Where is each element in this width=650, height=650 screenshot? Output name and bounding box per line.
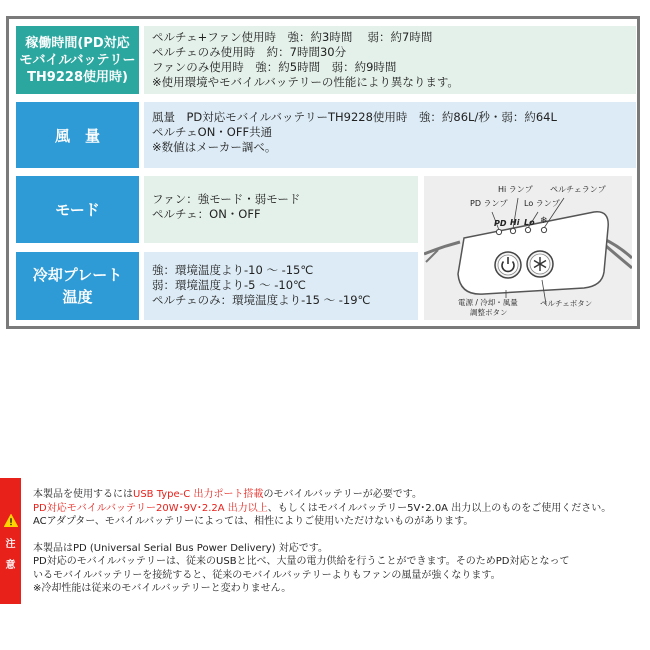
controller-diagram (424, 176, 632, 320)
indicator-hi: Hi (510, 218, 520, 227)
warning-label-char: 意 (5, 560, 16, 571)
warning-line: ACアダプター、モバイルバッテリーによっては、相性によりご使用いただけないものがあります。 (33, 516, 474, 527)
warning-line: 本製品を使用するにはUSB Type-C 出力ポート搭載のモバイルバッテリーが必要です。 (33, 489, 422, 500)
lo-lamp-label: Lo ランプ (524, 199, 560, 208)
spec-line: ペルチェのみ：環境温度より-15 ～ -19℃ (152, 293, 371, 307)
warning-line: PD対応のモバイルバッテリーは、従来のUSBと比べ、大量の電力供給を行うことができます。そのためPD対応となって (33, 556, 570, 567)
warning-label-char: 注 (5, 539, 16, 550)
mode-label (16, 176, 139, 243)
cooling-plate-label (16, 252, 139, 320)
operating-time-content (144, 26, 636, 94)
spec-line: ファン：強モード・弱モード (152, 192, 301, 206)
spec-line: ファンのみ使用時 強：約5時間 弱：約9時間 (152, 60, 397, 74)
spec-line: 弱：環境温度より-5 ～ -10℃ (152, 278, 306, 292)
spec-line: 風量 PD対応モバイルバッテリーTH9228使用時 強：約86L/秒・弱：約64L (152, 110, 557, 124)
indicator-snow: ❄ (540, 216, 548, 226)
warning-line: PD対応モバイルバッテリー20W･9V･2.2A 出力以上、もしくはモバイルバッテリー5V･2.0A 出力以上のものをご使用ください。 (33, 502, 612, 514)
warning-triangle-icon (4, 514, 18, 527)
spec-line: ※使用環境やモバイルバッテリーの性能により異なります。 (152, 75, 459, 89)
indicator-pd: PD (494, 219, 507, 228)
warning-line: いるモバイルバッテリーを接続すると、従来のモバイルバッテリーよりもファンの風量が強くなります。 (33, 569, 501, 581)
warning-section (0, 478, 650, 604)
mode-label-text: モード (55, 201, 100, 219)
hi-lamp (510, 228, 515, 233)
cooling-plate-label-line: 冷却プレート (32, 266, 123, 284)
indicator-lo: Lo (524, 218, 535, 227)
peltier-lamp-label: ペルチェランプ (550, 185, 606, 194)
peltier-button-label: ペルチェボタン (540, 299, 593, 308)
operating-time-label (16, 26, 139, 94)
warning-line: ※冷却性能は従来のモバイルバッテリーと変わりません。 (33, 583, 292, 594)
spec-line: ペルチェ：ON・OFF (152, 207, 261, 221)
spec-line: ※数値はメーカー調べ。 (152, 140, 277, 154)
spec-line: ペルチェのみ使用時 約：7時間30分 (152, 45, 347, 59)
cooling-plate-content (144, 252, 418, 320)
cable-left (424, 242, 460, 254)
mode-content (144, 176, 418, 243)
warning-text (33, 488, 645, 596)
warning-line: 本製品はPD (Universal Serial Bus Power Delivery) 対応です。 (33, 542, 328, 554)
warning-highlight: USB Type-C 出力ポート搭載 (133, 489, 264, 500)
peltier-lamp (541, 227, 546, 232)
airflow-label-text: 風 量 (54, 126, 100, 145)
cooling-plate-label-line: 温度 (62, 288, 93, 306)
airflow-label (16, 102, 139, 168)
operating-time-label-line: TH9228使用時) (27, 69, 128, 85)
pd-lamp (496, 229, 501, 234)
operating-time-label-line: 稼働時間(PD対応 (25, 35, 130, 51)
airflow-content (144, 102, 636, 168)
power-button-label: 調整ボタン (470, 308, 508, 317)
lo-lamp (525, 227, 530, 232)
pd-lamp-label: PD ランプ (470, 199, 508, 208)
warning-highlight: PD対応モバイルバッテリー20W･9V･2.2A 出力以上 (33, 502, 268, 514)
spec-line: ペルチェON・OFF共通 (152, 125, 273, 139)
power-button-label: 電源 / 冷却・風量 (458, 298, 518, 307)
hi-lamp-label: Hi ランプ (498, 185, 533, 194)
warning-sidebar (0, 478, 21, 604)
operating-time-label-line: モバイルバッテリー (19, 52, 136, 68)
spec-line: ペルチェ+ファン使用時 強：約3時間 弱：約7時間 (152, 30, 433, 44)
spec-line: 強：環境温度より-10 ～ -15℃ (152, 263, 314, 277)
